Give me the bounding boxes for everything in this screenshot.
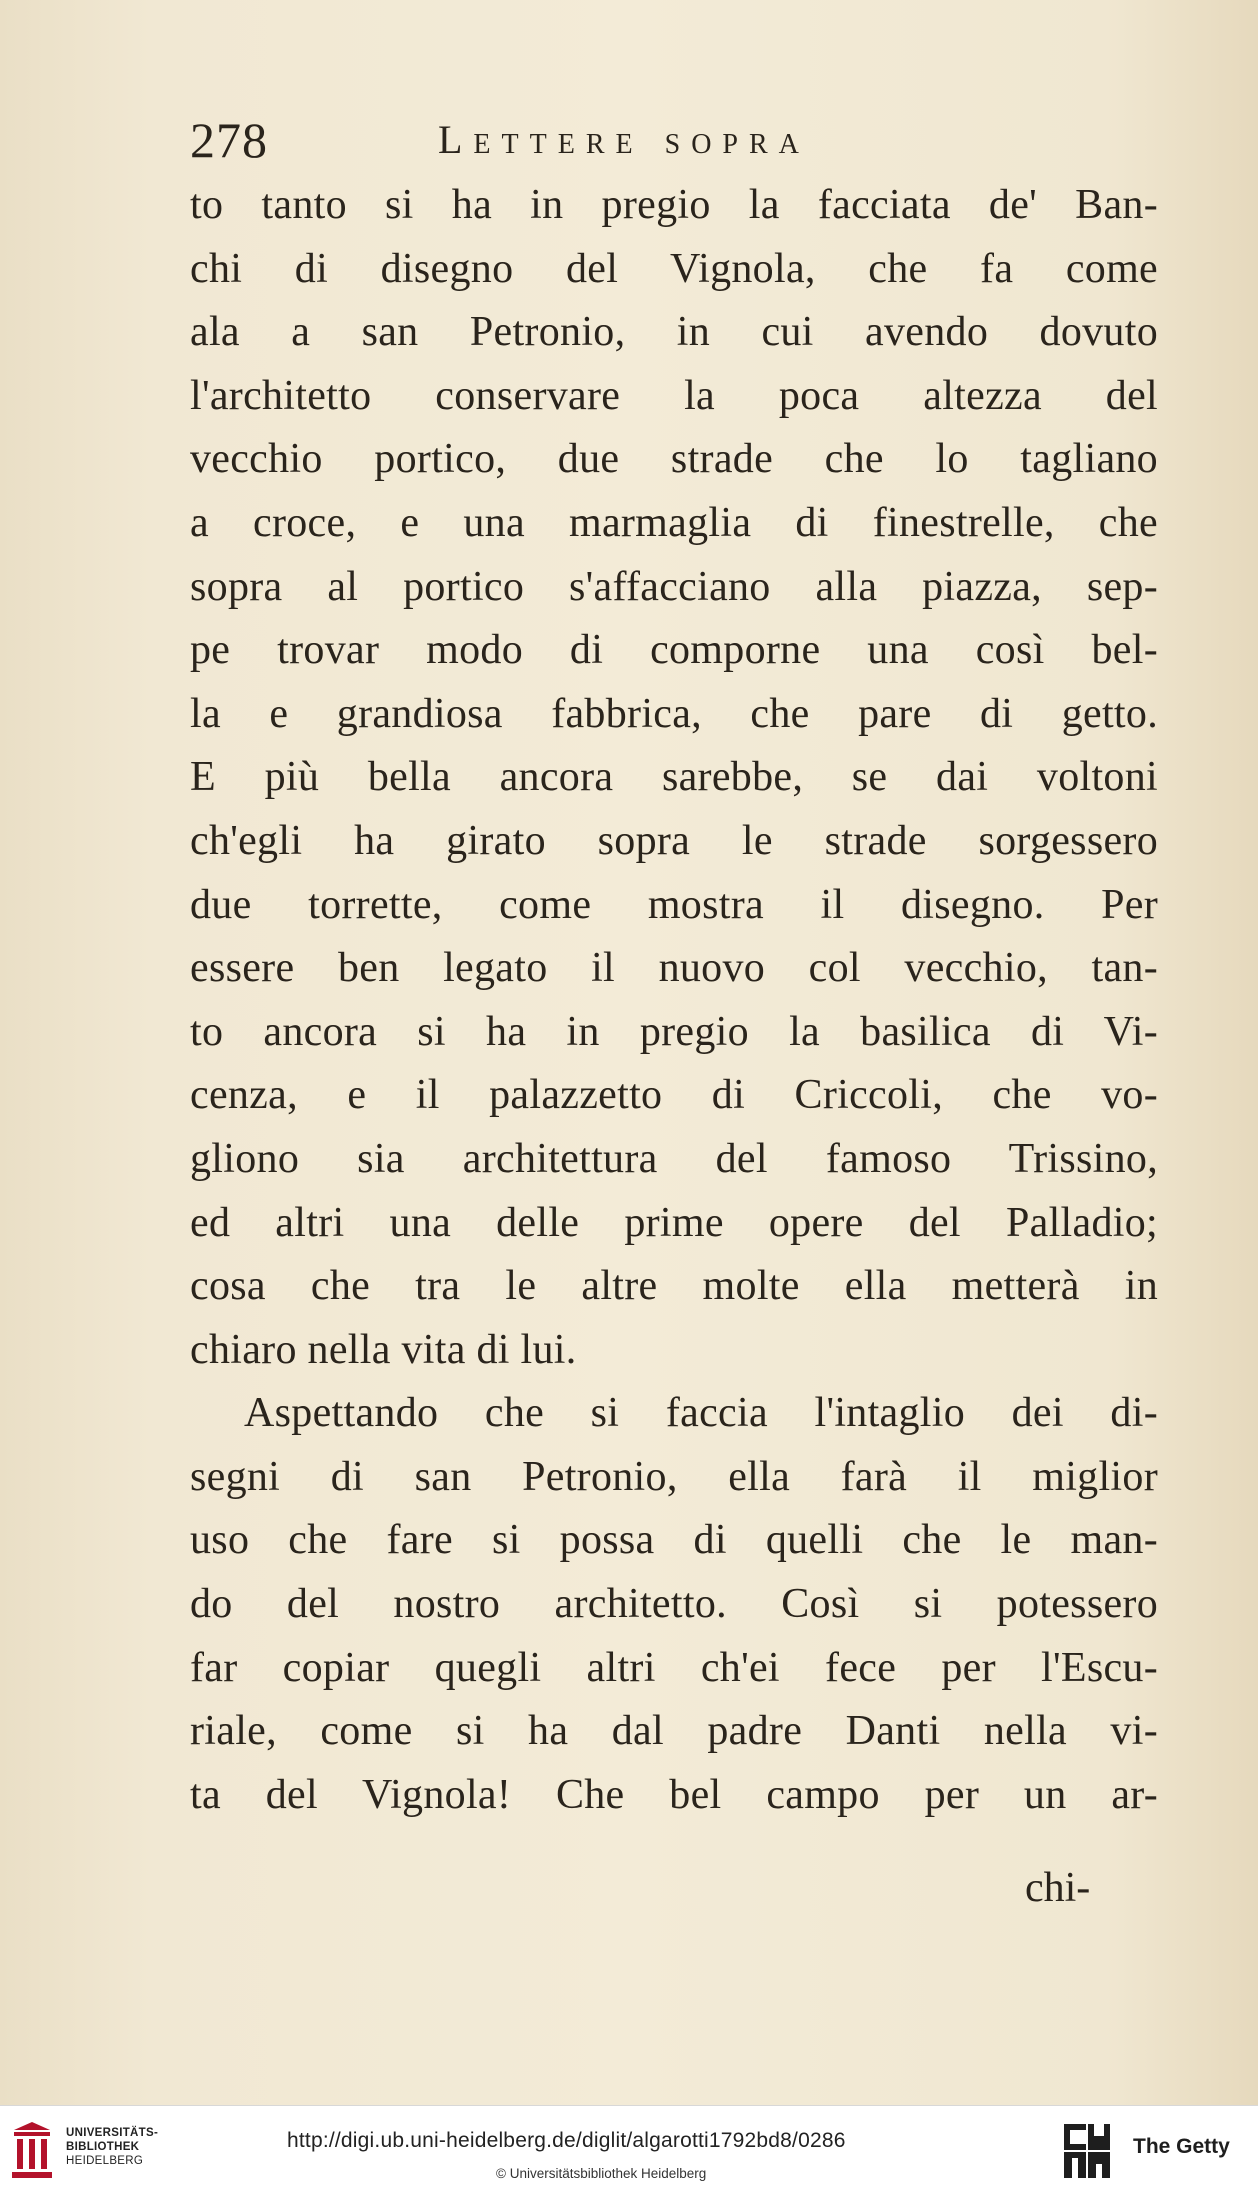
getty-label: The Getty	[1133, 2135, 1230, 2158]
body-text	[190, 174, 1158, 1827]
text-line: a croce, e una marmaglia di finestrelle, che	[190, 499, 1158, 546]
text-line: ch'egli ha girato sopra le strade sorgessero	[190, 817, 1158, 864]
library-name-line: UNIVERSITÄTS-	[66, 2127, 159, 2139]
text-line: ed altri una delle prime opere del Palladio;	[190, 1199, 1158, 1246]
text-line: far copiar quegli altri ch'ei fece per l'Escu-	[190, 1644, 1158, 1691]
library-name-line: HEIDELBERG	[66, 2155, 144, 2167]
text-line: gliono sia architettura del famoso Trissino,	[190, 1135, 1158, 1182]
text-line: chiaro nella vita di lui.	[190, 1326, 577, 1373]
text-line: due torrette, come mostra il disegno. Per	[190, 881, 1158, 928]
page-number: 278	[190, 112, 268, 168]
text-line: chi di disegno del Vignola, che fa come	[190, 245, 1158, 292]
text-line: l'architetto conservare la poca altezza del	[190, 372, 1158, 419]
viewer-footer	[0, 2105, 1258, 2194]
text-line: cenza, e il palazzetto di Criccoli, che vo-	[190, 1072, 1158, 1119]
library-name-line: BIBLIOTHEK	[66, 2141, 140, 2153]
text-line: to ancora si ha in pregio la basilica di Vi-	[190, 1008, 1158, 1055]
text-line: Aspettando che si faccia l'intaglio dei di-	[244, 1390, 1158, 1437]
getty-logo-icon	[1062, 2122, 1112, 2180]
text-line: sopra al portico s'affacciano alla piazza, sep-	[190, 563, 1158, 610]
text-line: E più bella ancora sarebbe, se dai voltoni	[190, 754, 1158, 801]
text-line: pe trovar modo di comporne una così bel-	[190, 627, 1158, 674]
page-header	[190, 108, 1170, 172]
text-line: essere ben legato il nuovo col vecchio, tan-	[190, 945, 1158, 992]
text-line: vecchio portico, due strade che lo tagliano	[190, 436, 1158, 483]
text-line: uso che fare si possa di quelli che le man-	[190, 1517, 1158, 1564]
catchword: chi-	[1025, 1865, 1091, 1911]
library-name	[66, 2126, 158, 2168]
copyright-notice: © Universitätsbibliothek Heidelberg	[496, 2166, 707, 2181]
text-line: segni di san Petronio, ella farà il miglior	[190, 1453, 1158, 1500]
text-line: ala a san Petronio, in cui avendo dovuto	[190, 309, 1158, 356]
text-line: to tanto si ha in pregio la facciata de' Ban-	[190, 182, 1158, 228]
permalink-url[interactable]: http://digi.ub.uni-heidelberg.de/diglit/algarotti1792bd8/0286	[287, 2129, 846, 2152]
text-line: riale, come si ha dal padre Danti nella vi-	[190, 1708, 1158, 1755]
university-library-logo-icon	[10, 2120, 54, 2182]
text-line: ta del Vignola! Che bel campo per un ar-	[190, 1771, 1158, 1818]
running-title: Lettere sopra	[438, 117, 810, 162]
text-line: do del nostro architetto. Così si potessero	[190, 1581, 1158, 1628]
text-line: cosa che tra le altre molte ella metterà in	[190, 1263, 1158, 1310]
text-line: la e grandiosa fabbrica, che pare di getto.	[190, 690, 1158, 737]
